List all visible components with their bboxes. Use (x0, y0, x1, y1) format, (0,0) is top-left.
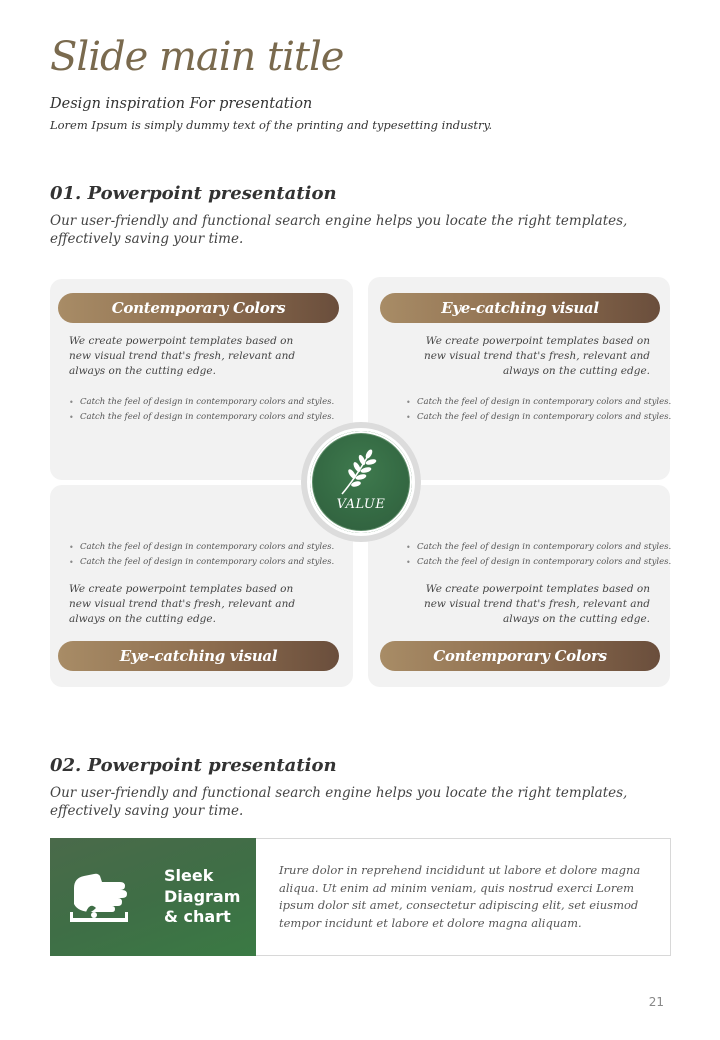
section2-description: Our user-friendly and functional search engine helps you locate the right templates, effectively saving your time. (50, 785, 628, 819)
card-bullet-list (406, 395, 672, 425)
card-body-text: We create powerpoint templates based on new visual trend that's fresh, relevant and always on the cutting edge. (423, 335, 650, 377)
card-label-contemporary-colors: Contemporary Colors (58, 293, 339, 323)
card-bullet-list (69, 395, 335, 425)
card-body-text: We create powerpoint templates based on new visual trend that's fresh, relevant and always on the cutting edge. (69, 335, 296, 377)
section1-description: Our user-friendly and functional search engine helps you locate the right templates, effectively saving your time. (50, 213, 628, 247)
list-item: • Catch the feel of design in contemporary colors and styles. (69, 555, 319, 570)
section1-heading: 01. Powerpoint presentation (50, 183, 337, 204)
card-body-text: We create powerpoint templates based on new visual trend that's fresh, relevant and always on the cutting edge. (69, 583, 296, 625)
list-item: • Catch the feel of design in contemporary colors and styles. (406, 410, 656, 425)
list-item: • Catch the feel of design in contemporary colors and styles. (406, 555, 656, 570)
card-label-eye-catching-visual: Eye-catching visual (58, 641, 339, 671)
card-body-text: We create powerpoint templates based on new visual trend that's fresh, relevant and always on the cutting edge. (423, 583, 650, 625)
section2-heading: 02. Powerpoint presentation (50, 755, 337, 776)
diagram-title: Sleek Diagram & chart (164, 866, 241, 926)
card-label-eye-catching-visual: Eye-catching visual (380, 293, 660, 323)
page-description: Lorem Ipsum is simply dummy text of the printing and typesetting industry. (50, 118, 493, 132)
card-label-contemporary-colors: Contemporary Colors (380, 641, 660, 671)
diagram-text: Irure dolor in reprehend incididunt ut labore et dolore magna aliqua. Ut enim ad minim veniam, quis nostrud exerci Lorem ipsum dolor sit amet, consectetur adipiscing elit, set eiusmod tempor incidunt et labore et dolore magna aliquam. (279, 863, 641, 930)
card-bullet-list (69, 540, 335, 570)
page-title: Slide main title (50, 34, 344, 80)
page-subtitle: Design inspiration For presentation (50, 96, 313, 112)
list-item: • Catch the feel of design in contemporary colors and styles. (69, 410, 319, 425)
list-item: • Catch the feel of design in contemporary colors and styles. (406, 540, 656, 555)
list-item: • Catch the feel of design in contemporary colors and styles. (406, 395, 656, 410)
wheat-icon (338, 446, 384, 496)
hand-seed-icon (68, 868, 132, 928)
value-label: VALUE (336, 497, 386, 512)
page-number: 21 (648, 995, 664, 1009)
list-item: • Catch the feel of design in contemporary colors and styles. (69, 395, 319, 410)
card-bullet-list (406, 540, 672, 570)
list-item: • Catch the feel of design in contemporary colors and styles. (69, 540, 319, 555)
